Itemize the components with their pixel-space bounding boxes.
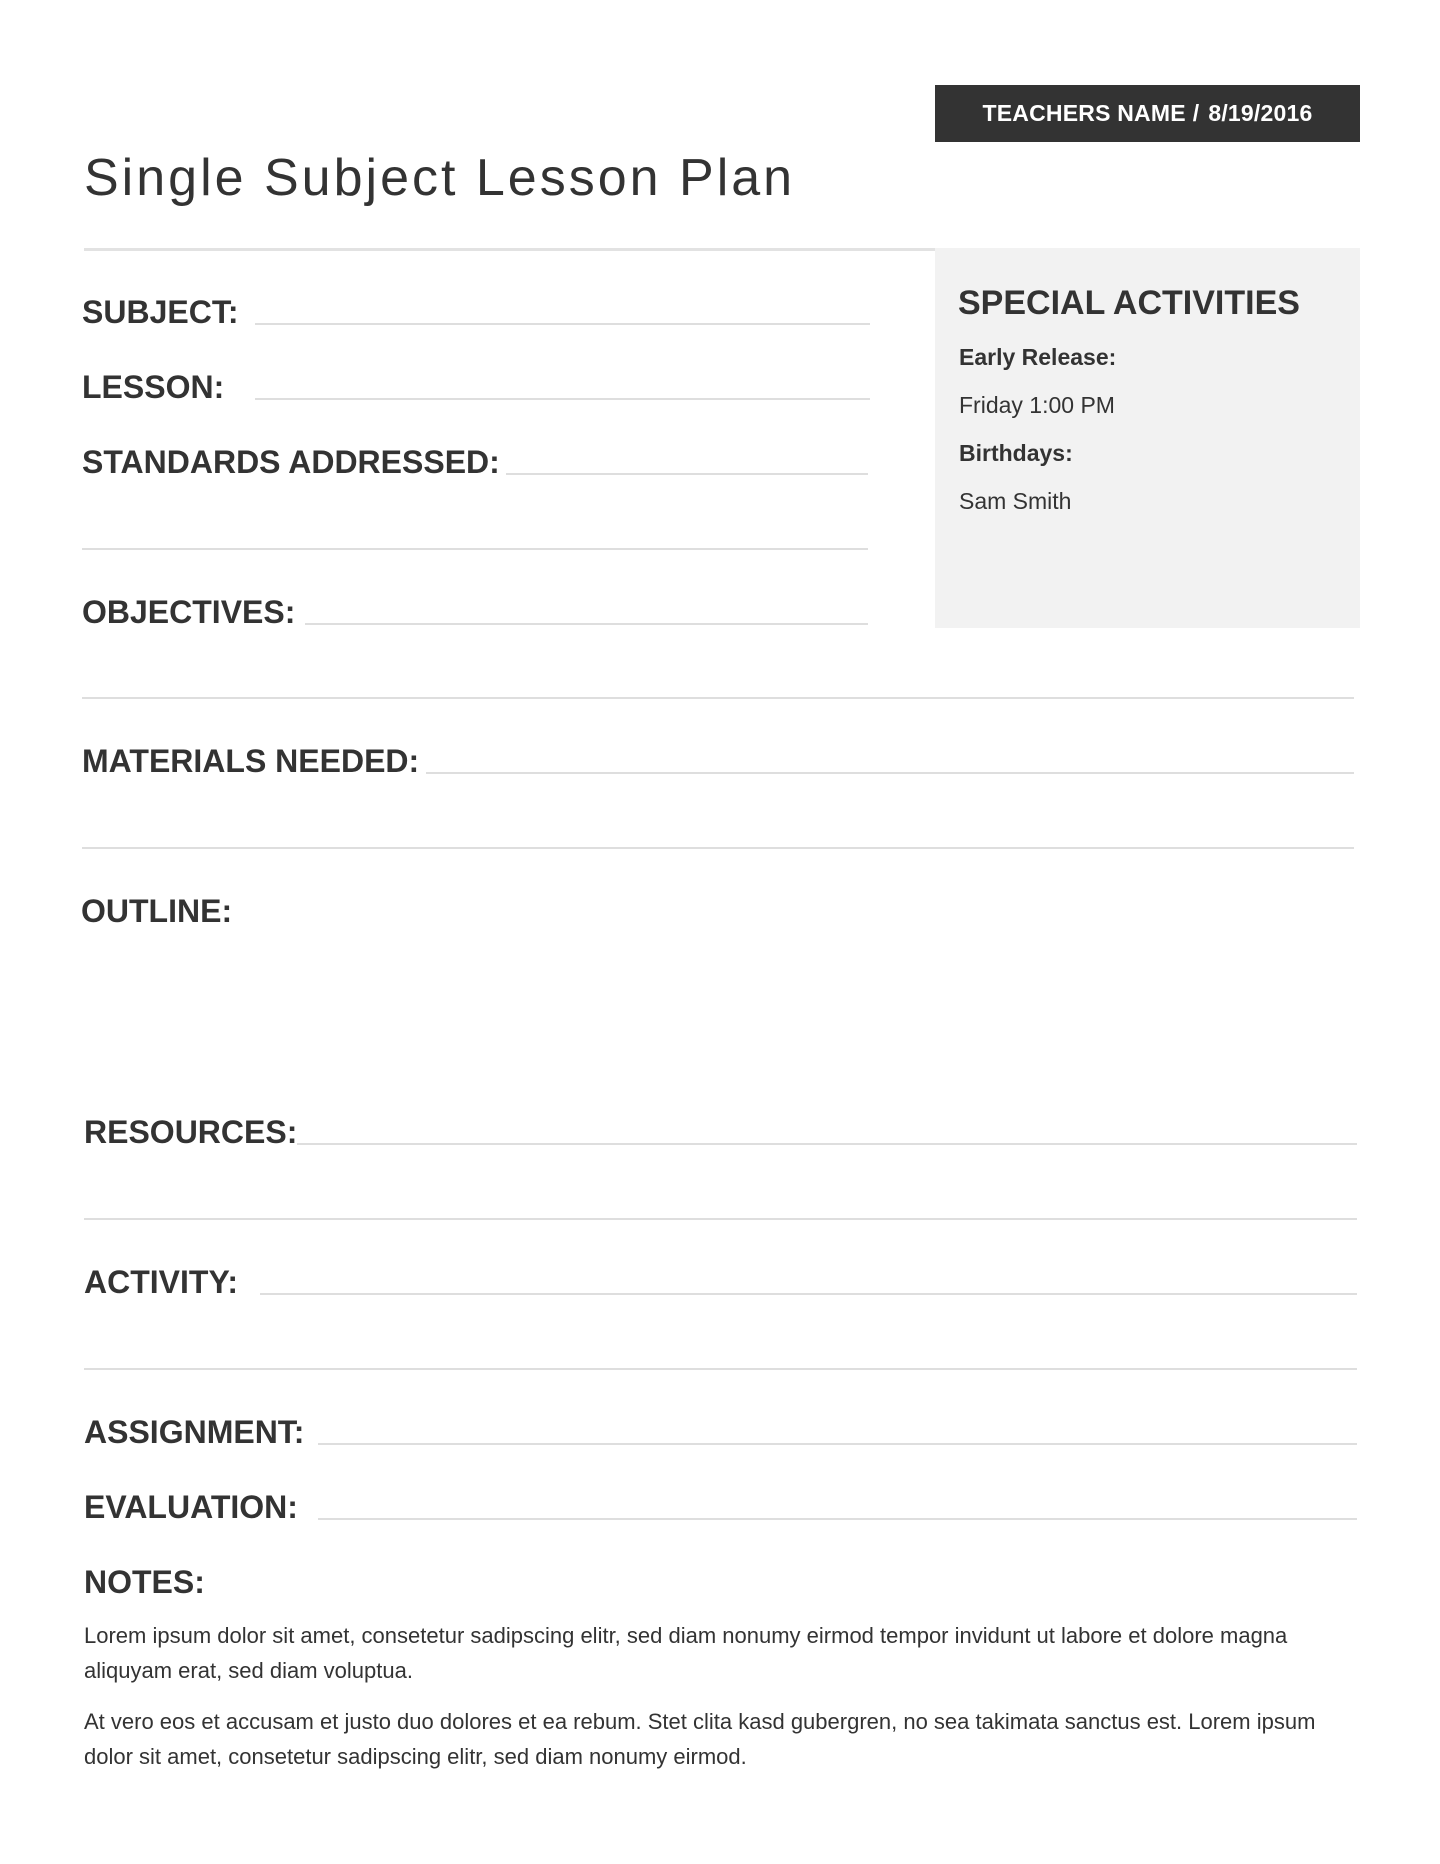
subject-line[interactable]	[255, 323, 870, 325]
notes-label: NOTES:	[84, 1564, 205, 1600]
title-divider	[84, 248, 935, 251]
materials-label: MATERIALS NEEDED:	[82, 743, 420, 779]
lesson-label: LESSON:	[82, 369, 225, 405]
subject-label: SUBJECT:	[82, 294, 239, 330]
objectives-line[interactable]	[305, 623, 868, 625]
notes-paragraph-2: At vero eos et accusam et justo duo dolores et ea rebum. Stet clita kasd gubergren, no sea takimata sanctus est. Lorem ipsum dolor sit amet, consetetur sadipscing elitr, sed diam nonumy eirmod.	[84, 1709, 1316, 1769]
outline-label: OUTLINE:	[81, 893, 233, 929]
notes-paragraph-1: Lorem ipsum dolor sit amet, consetetur sadipscing elitr, sed diam nonumy eirmod tempor invidunt ut labore et dolore magna aliquyam erat, sed diam voluptua.	[84, 1623, 1288, 1683]
activity-line[interactable]	[260, 1293, 1357, 1295]
resources-line[interactable]	[297, 1143, 1357, 1145]
early-release-value: Friday 1:00 PM	[959, 392, 1115, 418]
resources-line-2[interactable]	[84, 1218, 1357, 1220]
evaluation-label: EVALUATION:	[84, 1489, 298, 1525]
resources-label: RESOURCES:	[84, 1114, 298, 1150]
assignment-line[interactable]	[318, 1443, 1357, 1445]
objectives-line-2[interactable]	[82, 697, 1354, 699]
assignment-label: ASSIGNMENT:	[84, 1414, 305, 1450]
activity-label: ACTIVITY:	[84, 1264, 239, 1300]
evaluation-line[interactable]	[318, 1518, 1357, 1520]
badge-separator: /	[1192, 100, 1200, 126]
objectives-label: OBJECTIVES:	[82, 594, 296, 630]
standards-line-2[interactable]	[82, 548, 868, 550]
materials-line-2[interactable]	[82, 847, 1354, 849]
lesson-line[interactable]	[255, 398, 870, 400]
birthdays-value: Sam Smith	[959, 488, 1072, 514]
teacher-date-badge	[935, 85, 1360, 142]
lesson-date: 8/19/2016	[1208, 100, 1313, 126]
special-activities-panel	[935, 248, 1360, 628]
activity-line-2[interactable]	[84, 1368, 1357, 1370]
page-title: Single Subject Lesson Plan	[84, 149, 796, 207]
special-activities-title: SPECIAL ACTIVITIES	[958, 284, 1300, 322]
birthdays-label: Birthdays:	[959, 440, 1073, 466]
materials-line[interactable]	[426, 772, 1354, 774]
teacher-name: TEACHERS NAME	[982, 100, 1186, 126]
early-release-label: Early Release:	[959, 344, 1117, 370]
standards-label: STANDARDS ADDRESSED:	[82, 444, 500, 480]
standards-line[interactable]	[506, 473, 868, 475]
